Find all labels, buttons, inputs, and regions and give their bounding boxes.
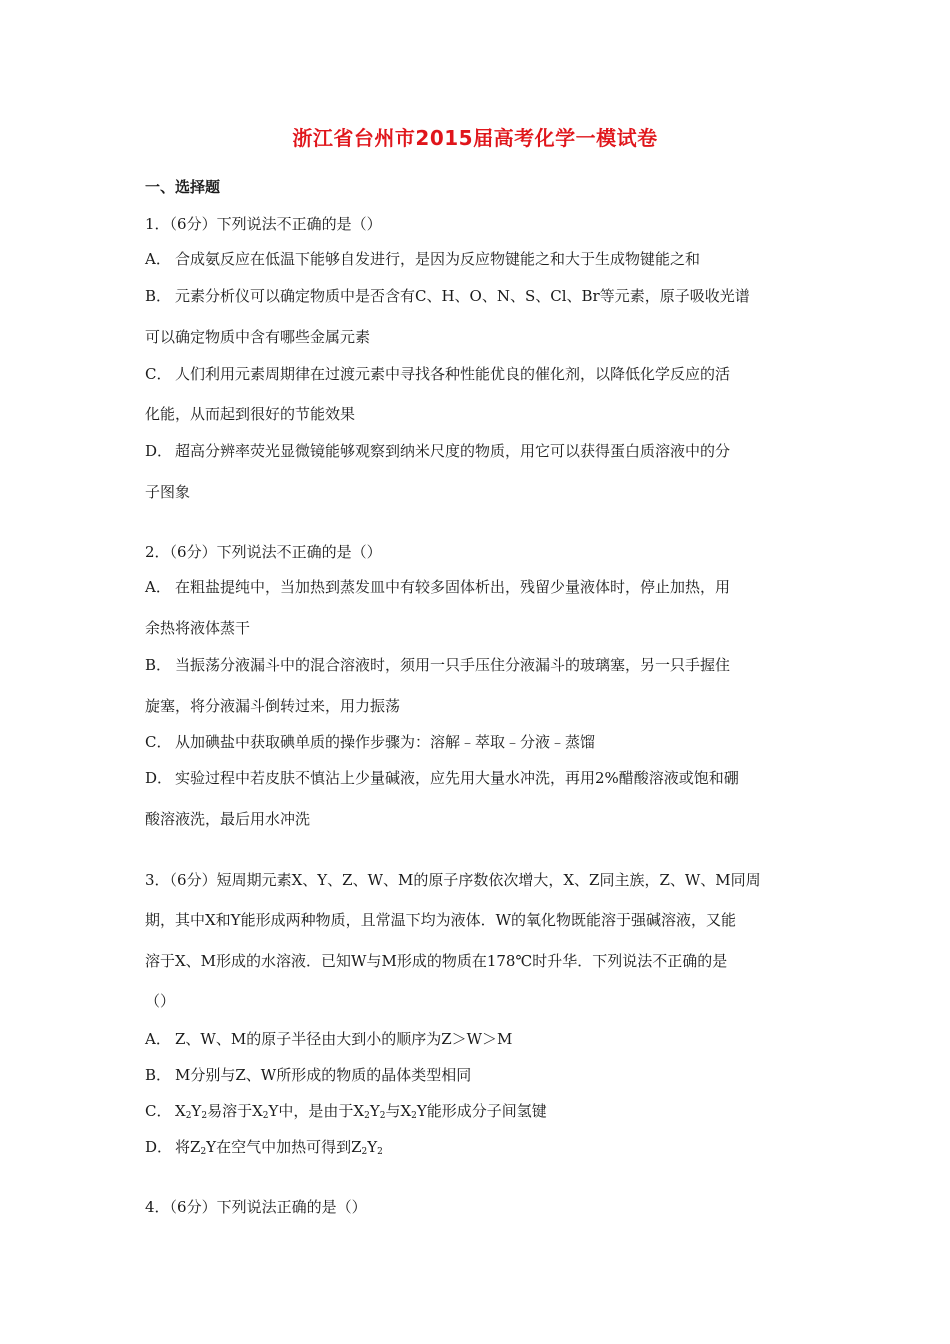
option-text: 元素分析仪可以确定物质中是否含有C、H、O、N、S、Cl、Br等元素，原子吸收光谱	[175, 287, 750, 305]
question-3-stem-line-2: 期，其中X和Y能形成两种物质，且常温下均为液体．W的氧化物既能溶于强碱溶液，又能	[145, 911, 737, 929]
question-3-stem-line-1: 3．（6分）短周期元素X、Y、Z、W、M的原子序数依次增大，X、Z同主族，Z、W、M同周	[145, 871, 761, 889]
question-2-option-a	[145, 577, 825, 597]
question-2-option-b-cont: 旋塞，将分液漏斗倒转过来，用力振荡	[145, 697, 401, 715]
question-1-option-d	[145, 441, 825, 461]
option-text: 从加碘盐中获取碘单质的操作步骤为：溶解﹣萃取﹣分液﹣蒸馏	[175, 733, 596, 751]
option-text: 将$Z_2Y$在空气中加热可得到$Z_2Y_2$	[175, 1138, 383, 1157]
question-2-option-d	[145, 768, 825, 788]
page-title: 浙江省台州市2015届高考化学一模试卷	[292, 126, 658, 150]
option-label: A．	[145, 578, 171, 596]
question-4-stem: 4．（6分）下列说法正确的是（）	[145, 1198, 367, 1216]
question-2-option-c	[145, 732, 825, 752]
section-heading: 一、选择题	[145, 178, 221, 196]
option-label: B．	[145, 1066, 172, 1084]
question-2-option-a-cont: 余热将液体蒸干	[145, 619, 251, 637]
option-text: 超高分辨率荧光显微镜能够观察到纳米尺度的物质，用它可以获得蛋白质溶液中的分	[175, 442, 731, 460]
question-1-option-c-cont: 化能，从而起到很好的节能效果	[145, 405, 356, 423]
option-text: Z、W、M的原子半径由大到小的顺序为Z＞W＞M	[175, 1030, 513, 1048]
question-1-option-d-cont: 子图象	[145, 483, 191, 501]
option-text: 人们利用元素周期律在过渡元素中寻找各种性能优良的催化剂，以降低化学反应的活	[175, 365, 731, 383]
question-2-option-d-cont: 酸溶液洗，最后用水冲洗	[145, 810, 311, 828]
option-label: A．	[145, 1030, 171, 1048]
option-text: $X_2Y_2$易溶于$X_2Y$中，是由于$X_2Y_2$与$X_2Y$能形成分子间氢键	[175, 1102, 547, 1121]
question-1-option-a	[145, 249, 825, 269]
option-label: A．	[145, 250, 171, 268]
question-3-option-a	[145, 1029, 825, 1049]
option-text: M分别与Z、W所形成的物质的晶体类型相同	[175, 1066, 472, 1084]
option-label: D．	[145, 442, 173, 460]
question-1-option-b-cont: 可以确定物质中含有哪些金属元素	[145, 328, 371, 346]
question-3-option-d	[145, 1137, 825, 1157]
question-3-stem-line-3: 溶于X、M形成的水溶液．已知W与M形成的物质在178℃时升华．下列说法不正确的是	[145, 952, 728, 970]
question-2-stem: 2．（6分）下列说法不正确的是（）	[145, 543, 382, 561]
question-3-stem-line-4: （）	[145, 992, 176, 1010]
question-1-option-b	[145, 286, 825, 306]
option-text: 合成氨反应在低温下能够自发进行，是因为反应物键能之和大于生成物键能之和	[175, 250, 701, 268]
option-text: 在粗盐提纯中，当加热到蒸发皿中有较多固体析出，残留少量液体时，停止加热，用	[175, 578, 731, 596]
option-text: 当振荡分液漏斗中的混合溶液时，须用一只手压住分液漏斗的玻璃塞，另一只手握住	[175, 656, 731, 674]
option-label: D．	[145, 1138, 173, 1156]
option-label: D．	[145, 769, 173, 787]
option-label: C．	[145, 365, 172, 383]
option-label: C．	[145, 1102, 172, 1120]
question-2-option-b	[145, 655, 825, 675]
question-3-option-c	[145, 1101, 825, 1121]
option-label: B．	[145, 287, 172, 305]
option-text: 实验过程中若皮肤不慎沾上少量碱液，应先用大量水冲洗，再用2%醋酸溶液或饱和硼	[175, 769, 739, 787]
question-1-option-c	[145, 364, 825, 384]
option-label: B．	[145, 656, 172, 674]
option-label: C．	[145, 733, 172, 751]
question-3-option-b	[145, 1065, 825, 1085]
question-1-stem: 1．（6分）下列说法不正确的是（）	[145, 215, 382, 233]
